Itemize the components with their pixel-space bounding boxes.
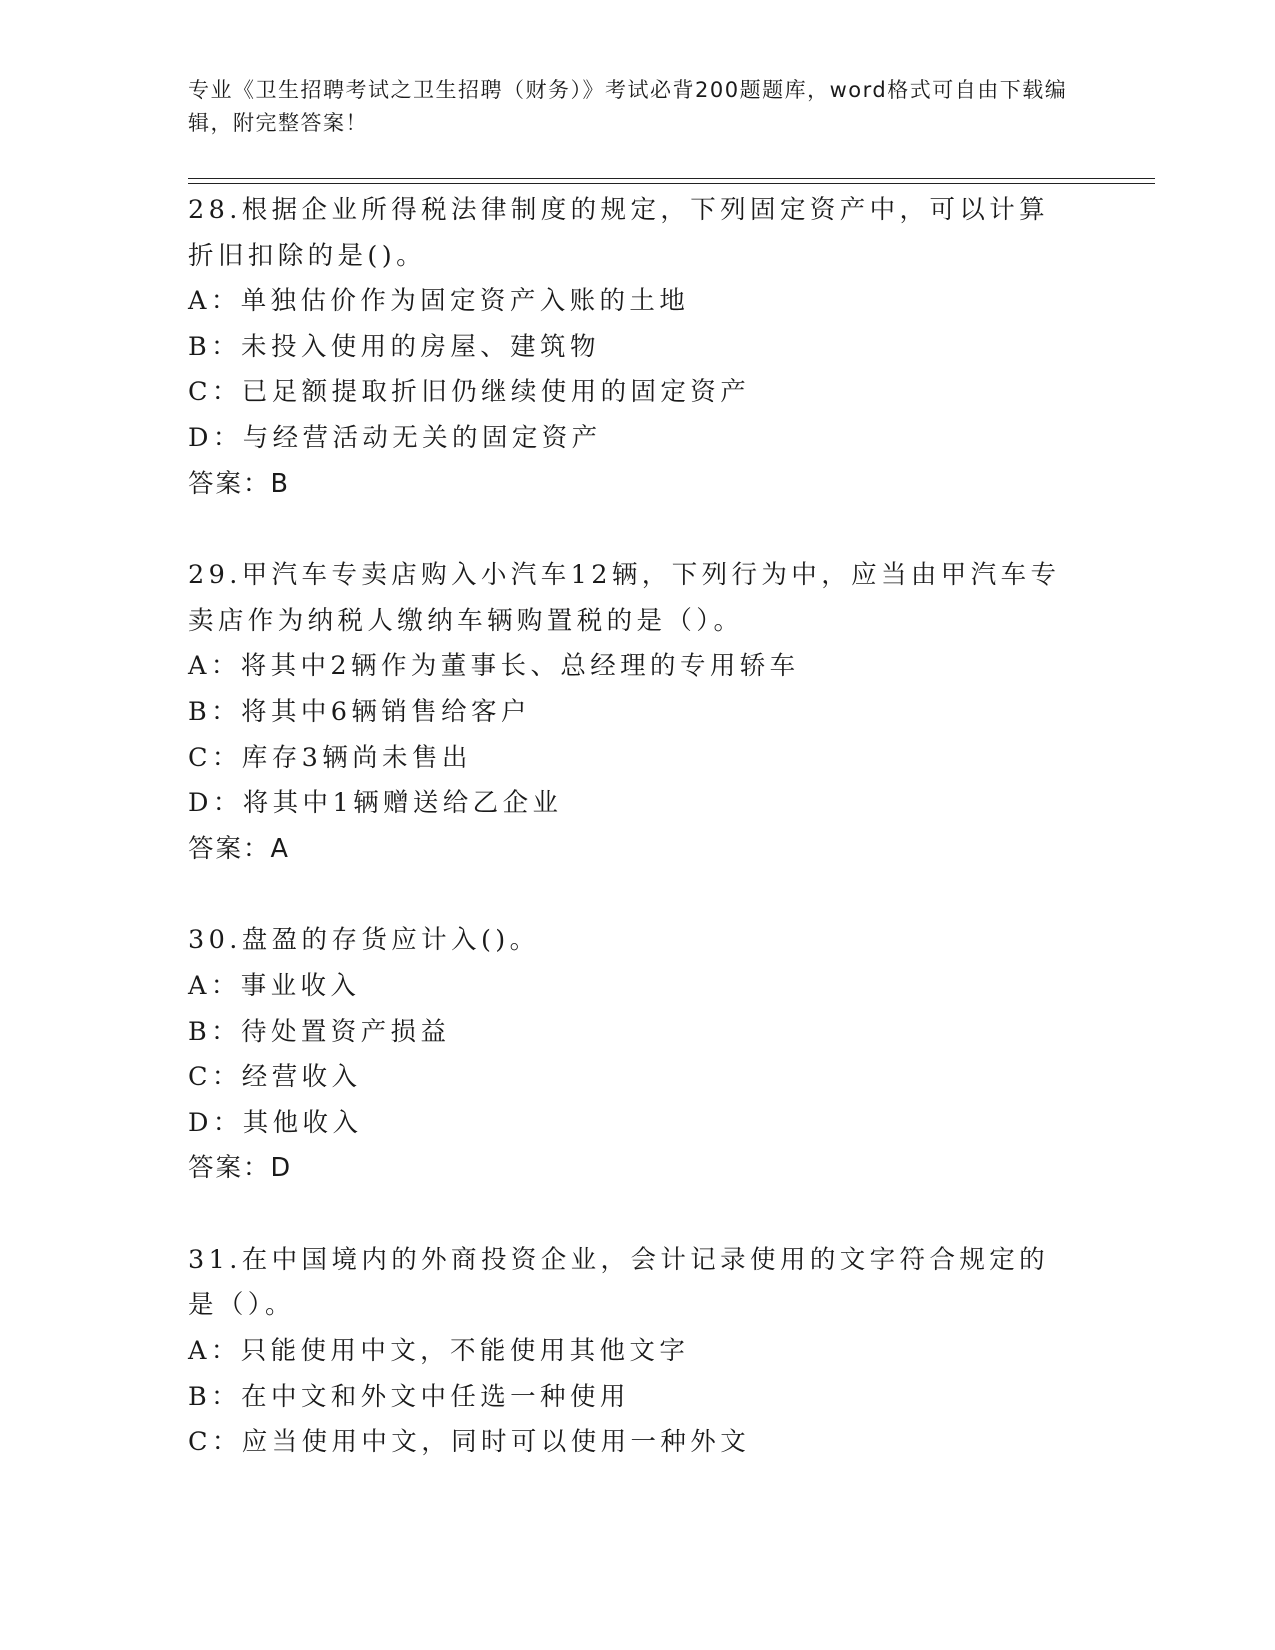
header-divider-top [188,178,1155,179]
option-c: C：经营收入 [188,1062,362,1093]
option-b: B：待处置资产损益 [188,1016,451,1047]
option-a: A：单独估价作为固定资产入账的土地 [188,286,690,317]
option-c: C：已足额提取折旧仍继续使用的固定资产 [188,377,751,408]
option-b: B：在中文和外文中任选一种使用 [188,1381,630,1412]
option-b: B：将其中6辆销售给客户 [188,696,531,727]
question-30 [188,918,1088,1192]
question-stem: 28.根据企业所得税法律制度的规定，下列固定资产中，可以计算折旧扣除的是()。 [188,195,1050,271]
option-d: D：与经营活动无关的固定资产 [188,422,602,453]
question-31 [188,1238,1088,1466]
header-divider-bottom [188,183,1155,184]
option-c: C：库存3辆尚未售出 [188,742,472,773]
option-d: D：其他收入 [188,1107,363,1138]
question-list [188,188,1088,1512]
answer-label: 答案：B [188,468,290,499]
question-stem: 30.盘盈的存货应计入()。 [188,925,540,956]
option-a: A：事业收入 [188,970,361,1001]
question-29 [188,553,1088,872]
option-a: A：将其中2辆作为董事长、总经理的专用轿车 [188,651,800,682]
document-header: 专业《卫生招聘考试之卫生招聘（财务）》考试必背200题题库，word格式可自由下载编辑，附完整答案！ [188,78,1068,135]
question-stem: 31.在中国境内的外商投资企业，会计记录使用的文字符合规定的是（）。 [188,1244,1050,1321]
option-c: C：应当使用中文，同时可以使用一种外文 [188,1427,751,1458]
option-d: D：将其中1辆赠送给乙企业 [188,788,563,819]
question-stem: 29.甲汽车专卖店购入小汽车12辆，下列行为中，应当由甲汽车专卖店作为纳税人缴纳车辆购置税的是（）。 [188,560,1061,636]
answer-label: 答案：D [188,1153,293,1184]
question-28 [188,188,1088,507]
option-b: B：未投入使用的房屋、建筑物 [188,331,600,362]
option-a: A：只能使用中文，不能使用其他文字 [188,1336,690,1367]
answer-label: 答案：A [188,833,290,864]
